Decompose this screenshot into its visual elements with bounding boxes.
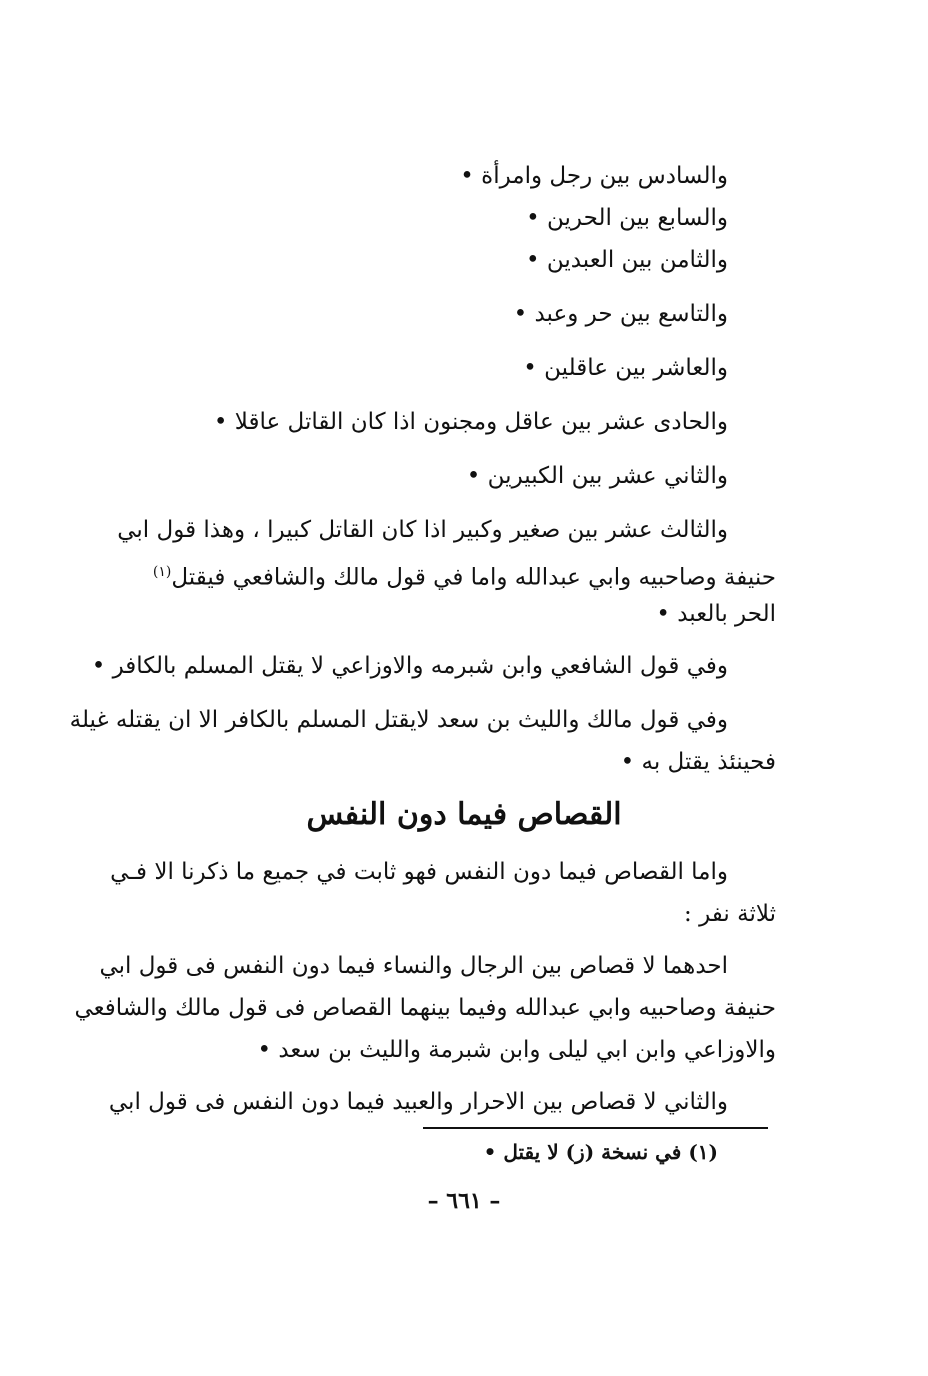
paragraph-line: احدهما لا قصاص بين الرجال والنساء فيما دون النفس فى قول ابي [99, 953, 728, 979]
text-line: والثاني عشر بين الكبيرين • [466, 463, 728, 489]
text-line: والتاسع بين حر وعبد • [513, 301, 728, 327]
text-line: والعاشر بين عاقلين • [523, 355, 728, 381]
page-number: – ٦٦١ – [427, 1188, 501, 1214]
footnote-divider [423, 1127, 768, 1129]
text-line: والسابع بين الحرين • [526, 205, 728, 231]
paragraph-line: ثلاثة نفر : [684, 901, 776, 927]
paragraph-line [128, 556, 776, 594]
paragraph-line: والاوزاعي وابن ابي ليلى وابن شبرمة والليث بن سعد • [257, 1037, 776, 1063]
paragraph-line: وفي قول الشافعي وابن شبرمه والاوزاعي لا يقتل المسلم بالكافر • [91, 653, 728, 679]
paragraph-line: حنيفة وصاحبيه وابي عبدالله وفيما بينهما القصاص فى قول مالك والشافعي [74, 995, 776, 1021]
paragraph-line: واما القصاص فيما دون النفس فهو ثابت في جميع ما ذكرنا الا فـي [110, 859, 728, 885]
footnote-reference: (١) [152, 564, 172, 580]
paragraph-line: وفي قول مالك والليث بن سعد لايقتل المسلم بالكافر الا ان يقتله غيلة [69, 707, 728, 733]
text-line: والسادس بين رجل وامرأة • [460, 163, 728, 189]
paragraph-line: والثالث عشر بين صغير وكبير اذا كان القاتل كبيرا ، وهذا قول ابي [117, 517, 728, 543]
text-line: والحادى عشر بين عاقل ومجنون اذا كان القاتل عاقلا • [213, 409, 728, 435]
footnote: (١) في نسخة (ز) لا يقتل • [483, 1140, 718, 1164]
paragraph-line: الحر بالعبد • [656, 601, 776, 627]
paragraph-line: فحينئذ يقتل به • [620, 749, 776, 775]
section-heading: القصاص فيما دون النفس [306, 797, 622, 832]
paragraph-line: والثاني لا قصاص بين الاحرار والعبيد فيما دون النفس فى قول ابي [108, 1089, 728, 1115]
paragraph-text: حنيفة وصاحبيه وابي عبدالله واما في قول مالك والشافعي فيقتل [171, 564, 776, 591]
text-line: والثامن بين العبدين • [525, 247, 728, 273]
